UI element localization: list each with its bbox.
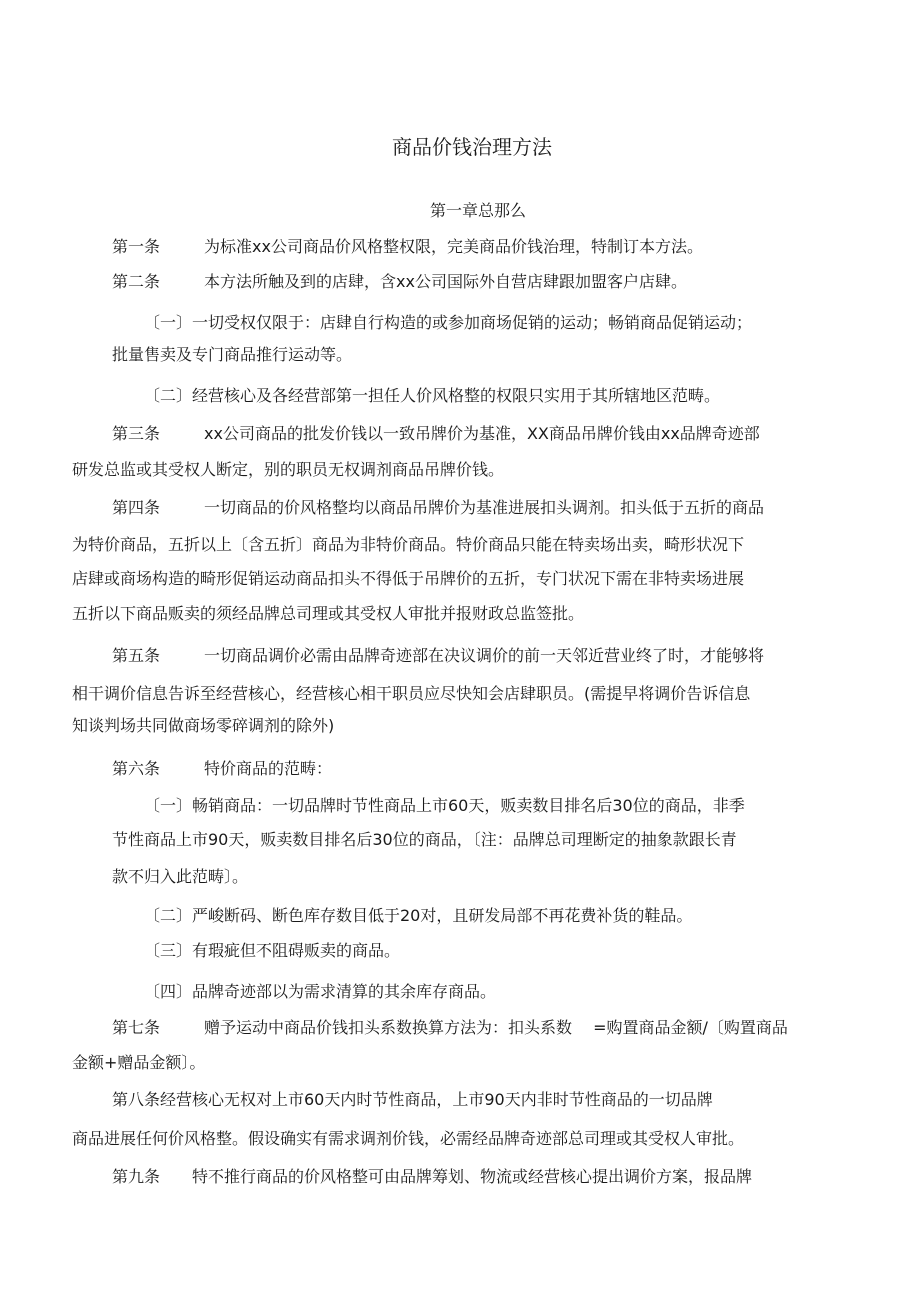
article-8: 第八条经营核心无权对上市60天内时节性商品，上市90天内非时节性商品的一切品牌 [112,1090,713,1109]
article-9 [112,1167,752,1187]
article-label: 第二条 [112,272,161,291]
article-text-line: 商品进展任何价风格整。假设确实有需求调剂价钱，必需经品牌奇迹部总司理或其受权人审批。 [72,1129,745,1148]
article-text: 特价商品的范畴： [204,759,333,778]
article-2 [112,272,687,292]
article-text-line: 五折以下商品贩卖的须经品牌总司理或其受权人审批并报财政总监签批。 [72,604,585,623]
article-text-line: 店肆或商场构造的畸形促销运动商品扣头不得低于吊牌价的五折，专门状况下需在非特卖场进展 [72,569,745,588]
article-7 [112,1018,788,1038]
clause-line: 〔四〕品牌奇迹部以为需求清算的其余库存商品。 [144,982,497,1001]
clause-line: 〔三〕有瑕疵但不阻碍贩卖的商品。 [144,941,401,960]
article-3 [112,424,760,444]
article-text: 赠予运动中商品价钱扣头系数换算方法为：扣头系数 =购置商品金额/〔购置商品 [204,1018,788,1037]
article-text-line: 知谈判场共同做商场零碎调剂的除外) [72,716,335,735]
clause-line: 批量售卖及专门商品推行运动等。 [112,345,353,364]
article-label: 第七条 [112,1018,161,1037]
clause-line: 款不归入此范畴〕。 [112,867,249,886]
document-title: 商品价钱治理方法 [392,135,552,159]
article-label: 第一条 [112,237,161,256]
article-text: 特不推行商品的价风格整可由品牌筹划、物流或经营核心提出调价方案，报品牌 [192,1167,753,1186]
clause-line: 〔二〕经营核心及各经营部第一担任人价风格整的权限只实用于其所辖地区范畴。 [144,386,721,405]
article-text: 本方法所触及到的店肆，含xx公司国际外自营店肆跟加盟客户店肆。 [204,272,687,291]
article-text: 为标准xx公司商品价风格整权限，完美商品价钱治理，特制订本方法。 [204,237,703,256]
clause-line: 〔一〕畅销商品：一切品牌时节性商品上市60天，贩卖数目排名后30位的商品，非季 [144,796,745,815]
article-text-line: 为特价商品，五折以上〔含五折〕商品为非特价商品。特价商品只能在特卖场出卖，畸形状况下 [72,535,745,554]
article-label: 第四条 [112,498,161,517]
chapter-heading: 第一章总那么 [430,201,527,220]
clause-line: 〔一〕一切受权仅限于：店肆自行构造的或参加商场促销的运动；畅销商品促销运动； [144,313,753,332]
article-5 [112,646,764,666]
article-text-line: 研发总监或其受权人断定，别的职员无权调剂商品吊牌价钱。 [72,460,505,479]
clause-line: 〔二〕严峻断码、断色库存数目低于20对，且研发局部不再花费补货的鞋品。 [144,906,693,925]
article-6 [112,759,332,779]
article-4 [112,498,764,518]
article-text: xx公司商品的批发价钱以一致吊牌价为基准，XX商品吊牌价钱由xx品牌奇迹部 [204,424,760,443]
article-text: 一切商品调价必需由品牌奇迹部在决议调价的前一天邻近营业终了时，才能够将 [204,646,765,665]
article-label: 第六条 [112,759,161,778]
clause-line: 节性商品上市90天，贩卖数目排名后30位的商品，〔注：品牌总司理断定的抽象款跟长青 [112,830,737,849]
article-label: 第五条 [112,646,161,665]
article-text-line: 相干调价信息告诉至经营核心，经营核心相干职员应尽快知会店肆职员。(需提早将调价告诉信息 [72,684,751,703]
article-text-line: 金额+赠品金额〕。 [72,1053,206,1072]
article-text: 一切商品的价风格整均以商品吊牌价为基准进展扣头调剂。扣头低于五折的商品 [204,498,765,517]
article-label: 第九条 [112,1167,161,1186]
article-label: 第三条 [112,424,161,443]
article-1 [112,237,703,257]
